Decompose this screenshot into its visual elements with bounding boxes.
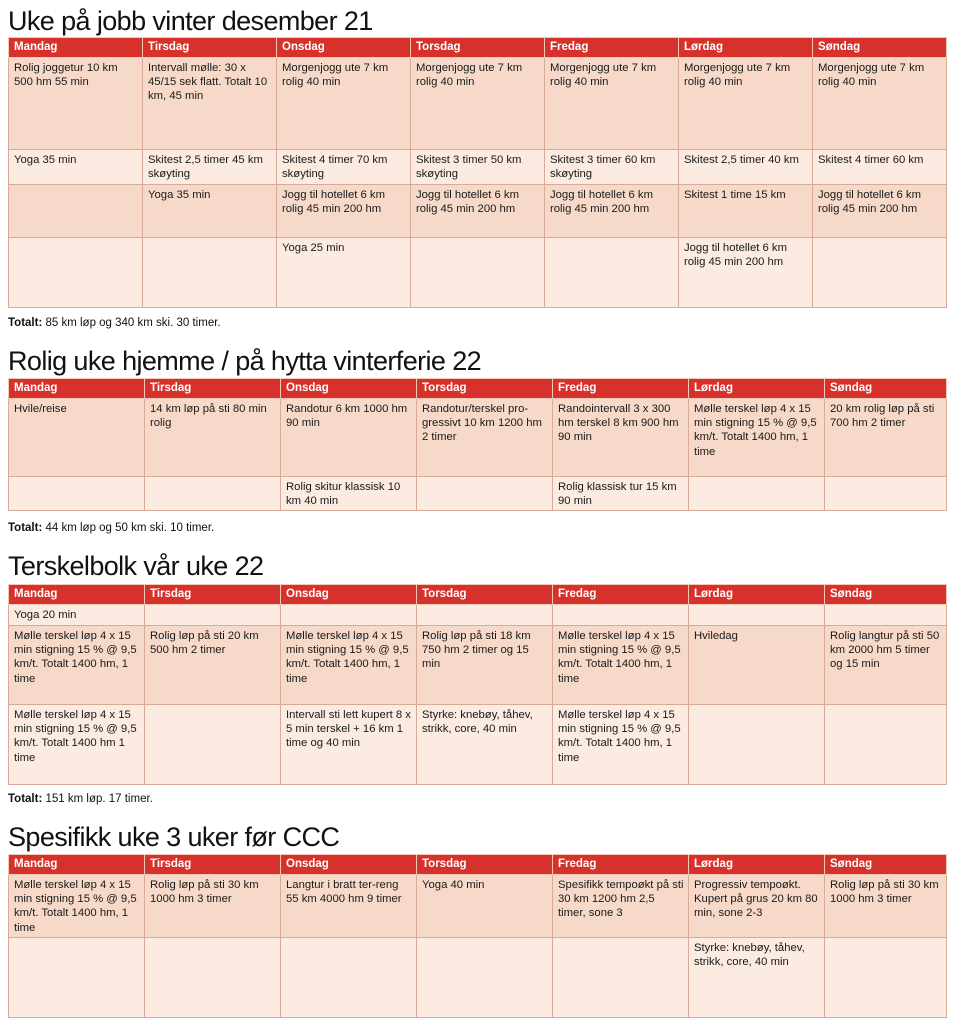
session-cell xyxy=(825,938,947,1018)
section-title: Terskelbolk vår uke 22 xyxy=(8,551,264,581)
session-cell: Rolig klassisk tur 15 km 90 min xyxy=(553,477,689,511)
session-cell xyxy=(825,705,947,785)
session-cell: Rolig løp på sti 30 km 1000 hm 3 timer xyxy=(825,875,947,938)
session-cell: Mølle terskel løp 4 x 15 min stigning 15 % @ 9,5 km/t. Totalt 1400 hm, 1 time xyxy=(9,626,145,705)
session-cell xyxy=(417,938,553,1018)
session-row xyxy=(9,150,947,185)
session-cell: Hviledag xyxy=(689,626,825,705)
weekday-header: Lørdag xyxy=(689,855,825,875)
session-cell: Rolig løp på sti 30 km 1000 hm 3 timer xyxy=(145,875,281,938)
week-total xyxy=(8,317,221,329)
weekday-header: Onsdag xyxy=(281,379,417,399)
session-cell xyxy=(411,238,545,308)
week-schedule-table xyxy=(8,37,947,308)
session-cell xyxy=(9,185,143,238)
session-cell: Morgenjogg ute 7 km rolig 40 min xyxy=(813,58,947,150)
session-cell: Spesifikk tempoøkt på sti 30 km 1200 hm 2,5 timer, sone 3 xyxy=(553,875,689,938)
weekday-header-row xyxy=(9,855,947,875)
session-cell: Hvile/reise xyxy=(9,399,145,477)
week-schedule-table xyxy=(8,378,947,511)
total-text: 44 km løp og 50 km ski. 10 timer. xyxy=(42,522,215,534)
weekday-header: Tirsdag xyxy=(143,38,277,58)
weekday-header: Mandag xyxy=(9,855,145,875)
weekday-header: Mandag xyxy=(9,379,145,399)
week-schedule-table xyxy=(8,854,947,1018)
session-row xyxy=(9,58,947,150)
session-row xyxy=(9,238,947,308)
session-cell: Mølle terskel løp 4 x 15 min stigning 15 % @ 9,5 km/t. Totalt 1400 hm, 1 time xyxy=(553,705,689,785)
session-cell: Skitest 3 timer 60 km skøyting xyxy=(545,150,679,185)
total-text: 151 km løp. 17 timer. xyxy=(42,793,153,805)
session-row xyxy=(9,938,947,1018)
weekday-header: Søndag xyxy=(825,855,947,875)
session-cell: Yoga 25 min xyxy=(277,238,411,308)
session-cell xyxy=(417,477,553,511)
session-cell xyxy=(145,477,281,511)
session-cell xyxy=(553,938,689,1018)
session-row xyxy=(9,626,947,705)
session-cell xyxy=(545,238,679,308)
week-total xyxy=(8,793,153,805)
weekday-header: Søndag xyxy=(825,585,947,605)
week-schedule-table xyxy=(8,584,947,785)
session-cell xyxy=(689,605,825,626)
weekday-header-row xyxy=(9,38,947,58)
session-row xyxy=(9,705,947,785)
session-cell: Jogg til hotellet 6 km rolig 45 min 200 hm xyxy=(813,185,947,238)
weekday-header: Tirsdag xyxy=(145,379,281,399)
session-cell: Mølle terskel løp 4 x 15 min stigning 15 % @ 9,5 km/t. Totalt 1400 hm, 1 time xyxy=(281,626,417,705)
session-cell xyxy=(9,238,143,308)
session-cell xyxy=(553,605,689,626)
weekday-header: Mandag xyxy=(9,585,145,605)
session-cell: Intervall mølle: 30 x 45/15 sek flatt. Totalt 10 km, 45 min xyxy=(143,58,277,150)
weekday-header: Onsdag xyxy=(277,38,411,58)
session-cell: Morgenjogg ute 7 km rolig 40 min xyxy=(277,58,411,150)
session-cell: Styrke: knebøy, tåhev, strikk, core, 40 min xyxy=(417,705,553,785)
total-label: Totalt: xyxy=(8,793,43,805)
weekday-header: Torsdag xyxy=(411,38,545,58)
session-cell: Skitest 2,5 timer 40 km xyxy=(679,150,813,185)
session-cell: Mølle terskel løp 4 x 15 min stigning 15 % @ 9,5 km/t. Totalt 1400 hm 1 time xyxy=(9,705,145,785)
session-cell xyxy=(281,605,417,626)
session-cell xyxy=(689,705,825,785)
session-row xyxy=(9,477,947,511)
session-cell: Intervall sti lett kupert 8 x 5 min terskel + 16 km 1 time og 40 min xyxy=(281,705,417,785)
session-cell: Rolig langtur på sti 50 km 2000 hm 5 timer og 15 min xyxy=(825,626,947,705)
total-label: Totalt: xyxy=(8,522,43,534)
session-cell: Skitest 2,5 timer 45 km skøyting xyxy=(143,150,277,185)
weekday-header: Torsdag xyxy=(417,855,553,875)
weekday-header: Fredag xyxy=(553,855,689,875)
weekday-header: Fredag xyxy=(553,379,689,399)
session-cell: Mølle terskel løp 4 x 15 min stigning 15 % @ 9,5 km/t. Totalt 1400 hm, 1 time xyxy=(9,875,145,938)
session-cell xyxy=(145,705,281,785)
total-text: 85 km løp og 340 km ski. 30 timer. xyxy=(42,317,221,329)
weekday-header: Lørdag xyxy=(689,379,825,399)
session-cell xyxy=(281,938,417,1018)
weekday-header: Lørdag xyxy=(689,585,825,605)
session-cell: Mølle terskel løp 4 x 15 min stigning 15 % @ 9,5 km/t. Totalt 1400 hm, 1 time xyxy=(553,626,689,705)
session-cell: Skitest 4 timer 70 km skøyting xyxy=(277,150,411,185)
section-title: Rolig uke hjemme / på hytta vinterferie 22 xyxy=(8,346,482,376)
weekday-header: Tirsdag xyxy=(145,585,281,605)
session-cell xyxy=(145,605,281,626)
session-row xyxy=(9,185,947,238)
session-cell xyxy=(813,238,947,308)
session-cell xyxy=(143,238,277,308)
session-cell: Rolig løp på sti 20 km 500 hm 2 timer xyxy=(145,626,281,705)
section-title: Uke på jobb vinter desember 21 xyxy=(8,6,373,36)
session-cell: Morgenjogg ute 7 km rolig 40 min xyxy=(411,58,545,150)
session-cell: 14 km løp på sti 80 min rolig xyxy=(145,399,281,477)
session-cell: Progressiv tempoøkt. Kupert på grus 20 km 80 min, sone 2-3 xyxy=(689,875,825,938)
weekday-header-row xyxy=(9,379,947,399)
weekday-header: Fredag xyxy=(553,585,689,605)
weekday-header: Torsdag xyxy=(417,379,553,399)
weekday-header: Søndag xyxy=(813,38,947,58)
session-cell: Randointervall 3 x 300 hm terskel 8 km 900 hm 90 min xyxy=(553,399,689,477)
weekday-header: Fredag xyxy=(545,38,679,58)
weekday-header: Søndag xyxy=(825,379,947,399)
session-cell: Jogg til hotellet 6 km rolig 45 min 200 hm xyxy=(679,238,813,308)
session-cell: Randotur 6 km 1000 hm 90 min xyxy=(281,399,417,477)
session-row xyxy=(9,399,947,477)
session-cell xyxy=(689,477,825,511)
weekday-header: Torsdag xyxy=(417,585,553,605)
session-cell: Morgenjogg ute 7 km rolig 40 min xyxy=(545,58,679,150)
session-cell: Yoga 40 min xyxy=(417,875,553,938)
session-cell: Yoga 35 min xyxy=(9,150,143,185)
weekday-header-row xyxy=(9,585,947,605)
weekday-header: Mandag xyxy=(9,38,143,58)
weekday-header: Onsdag xyxy=(281,855,417,875)
session-cell: Jogg til hotellet 6 km rolig 45 min 200 hm xyxy=(277,185,411,238)
session-cell: Langtur i bratt ter-reng 55 km 4000 hm 9 timer xyxy=(281,875,417,938)
week-total xyxy=(8,522,214,534)
session-cell xyxy=(9,477,145,511)
session-cell: Yoga 20 min xyxy=(9,605,145,626)
session-cell: Skitest 4 timer 60 km xyxy=(813,150,947,185)
session-cell: Skitest 3 timer 50 km skøyting xyxy=(411,150,545,185)
session-cell: Randotur/terskel pro-gressivt 10 km 1200 hm 2 timer xyxy=(417,399,553,477)
session-cell: Styrke: knebøy, tåhev, strikk, core, 40 min xyxy=(689,938,825,1018)
session-row xyxy=(9,875,947,938)
session-cell: Morgenjogg ute 7 km rolig 40 min xyxy=(679,58,813,150)
session-cell xyxy=(145,938,281,1018)
session-cell xyxy=(417,605,553,626)
session-cell: Rolig skitur klassisk 10 km 40 min xyxy=(281,477,417,511)
session-row xyxy=(9,605,947,626)
session-cell: Mølle terskel løp 4 x 15 min stigning 15 % @ 9,5 km/t. Totalt 1400 hm, 1 time xyxy=(689,399,825,477)
session-cell: 20 km rolig løp på sti 700 hm 2 timer xyxy=(825,399,947,477)
section-title: Spesifikk uke 3 uker før CCC xyxy=(8,822,340,852)
session-cell: Rolig løp på sti 18 km 750 hm 2 timer og 15 min xyxy=(417,626,553,705)
weekday-header: Onsdag xyxy=(281,585,417,605)
session-cell: Jogg til hotellet 6 km rolig 45 min 200 hm xyxy=(545,185,679,238)
session-cell: Jogg til hotellet 6 km rolig 45 min 200 hm xyxy=(411,185,545,238)
session-cell: Yoga 35 min xyxy=(143,185,277,238)
session-cell xyxy=(9,938,145,1018)
weekday-header: Lørdag xyxy=(679,38,813,58)
session-cell: Rolig joggetur 10 km 500 hm 55 min xyxy=(9,58,143,150)
weekday-header: Tirsdag xyxy=(145,855,281,875)
session-cell xyxy=(825,605,947,626)
session-cell: Skitest 1 time 15 km xyxy=(679,185,813,238)
total-label: Totalt: xyxy=(8,317,43,329)
session-cell xyxy=(825,477,947,511)
